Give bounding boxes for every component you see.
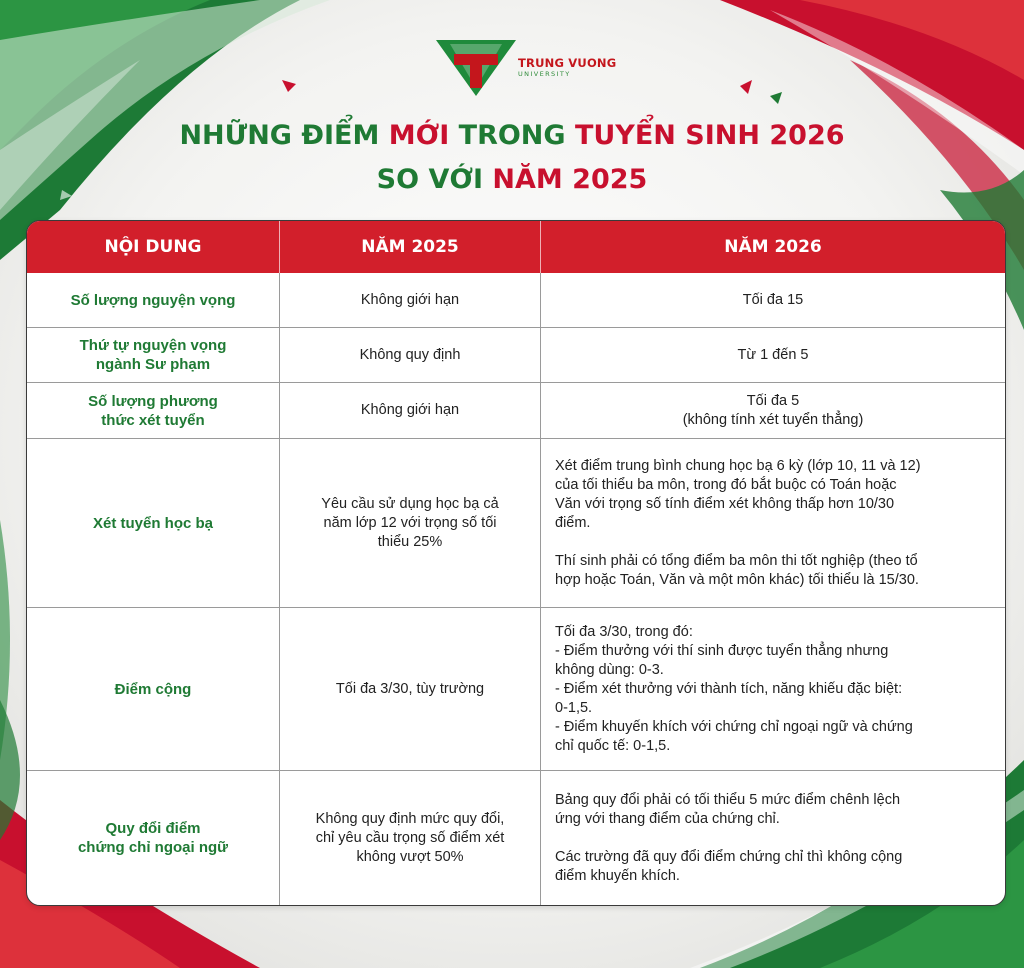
table-cell-2025 [280,383,540,438]
table-cell-2026 [541,608,1005,770]
cell-line: năm lớp 12 với trọng số tối [323,514,497,531]
header-divider [540,221,541,273]
table-row-topic [27,771,279,905]
cell-line-gap [555,829,902,848]
cell-line: hợp hoặc Toán, Văn và một môn khác) tối thiểu là 15/30. [555,571,919,588]
cell-line: điểm khuyến khích. [555,867,680,884]
title-part: NHỮNG ĐIỂM [179,120,389,151]
title-part: MỚI [388,120,450,151]
cell-line: Văn với trọng số tính điểm xét không thấp hơn 10/30 [555,495,895,512]
cell-line: (không tính xét tuyển thẳng) [682,411,864,428]
cell-line: Quy đổi điểm [105,820,201,837]
cell-line: điểm. [555,514,591,531]
table-cell-2026 [541,439,1005,607]
table-cell-2025 [280,771,540,905]
cell-line: Không giới hạn [360,402,460,418]
table-cell-2026 [541,771,1005,905]
cell-line: thiểu 25% [377,533,443,550]
table-cell-2026 [541,383,1005,438]
title-part: TRONG [449,120,575,151]
cell-line: Tối đa 3/30, tùy trường [335,680,485,697]
cell-line: Không quy định [359,346,461,363]
page-title-line-2 [0,164,1024,196]
cell-line: Yêu cầu sử dụng học bạ cả [321,495,499,512]
cell-line: Bảng quy đổi phải có tối thiểu 5 mức điểm chênh lệch [555,791,901,808]
table-cell-2025 [280,608,540,770]
logo-sub-text: UNIVERSITY [518,70,571,78]
university-logo [436,38,617,96]
header-divider [279,221,280,273]
cell-line: Tối đa 3/30, trong đó: [555,623,693,640]
cell-line: chỉ quốc tế: 0-1,5. [555,737,671,754]
cell-line: thức xét tuyển [101,411,205,429]
cell-line: Thứ tự nguyện vọng [79,337,227,354]
cell-line: Số lượng nguyện vọng [70,291,236,309]
table-cell-2025 [280,328,540,382]
table-cell-2025 [280,273,540,327]
cell-line: - Điểm thưởng với thí sinh được tuyển thẳng nhưng [555,642,889,659]
cell-line: Xét điểm trung bình chung học bạ 6 kỳ (lớp 10, 11 và 12) [555,457,921,474]
cell-line: 0-1,5. [555,699,593,716]
table-cell-2025 [280,439,540,607]
title-part: SO VỚI [376,164,493,195]
cell-line: chỉ yêu cầu trọng số điểm xét [315,829,505,846]
table-cell-2026 [541,273,1005,327]
title-part: NĂM 2025 [492,164,648,195]
cell-line: không vượt 50% [356,848,464,865]
table-row-topic [27,328,279,382]
logo-brand-text: TRUNG VUONG [518,56,617,70]
title-part: TUYỂN SINH 2026 [574,120,845,151]
table-row-topic [27,439,279,607]
cell-line: - Điểm khuyến khích với chứng chỉ ngoại ngữ và chứng [555,718,913,735]
cell-line: không dùng: 0-3. [555,661,664,678]
cell-line: Xét tuyển học bạ [92,514,214,532]
header-noi-dung: NỘI DUNG [104,237,202,257]
cell-line: Không quy định mức quy đổi, [315,810,505,827]
cell-line: chứng chỉ ngoại ngữ [77,839,229,856]
cell-line: Từ 1 đến 5 [737,346,809,363]
cell-line: Các trường đã quy đổi điểm chứng chỉ thì không cộng [555,848,903,865]
cell-line: ứng với thang điểm của chứng chỉ. [555,810,780,827]
table-row-topic [27,273,279,327]
cell-line-gap [555,533,921,552]
cell-line: của tối thiểu ba môn, trong đó bắt buộc có Toán hoặc [555,476,897,493]
table-row-topic [27,608,279,770]
cell-line: Số lượng phương [88,392,218,410]
header-nam-2026: NĂM 2026 [724,237,822,257]
cell-line: Không giới hạn [360,291,460,308]
cell-line: Tối đa 15 [742,291,804,308]
page-title-line-1 [0,120,1024,152]
header-nam-2025: NĂM 2025 [361,237,459,257]
cell-line: ngành Sư phạm [95,356,211,373]
table-row-topic [27,383,279,438]
comparison-table [26,220,1006,906]
cell-line: Điểm cộng [114,680,192,698]
logo-emblem-icon [436,38,516,96]
table-cell-2026 [541,328,1005,382]
cell-line: Thí sinh phải có tổng điểm ba môn thi tốt nghiệp (theo tổ [555,552,918,569]
cell-line: Tối đa 5 [746,392,800,409]
cell-line: - Điểm xét thưởng với thành tích, năng khiếu đặc biệt: [555,680,903,697]
